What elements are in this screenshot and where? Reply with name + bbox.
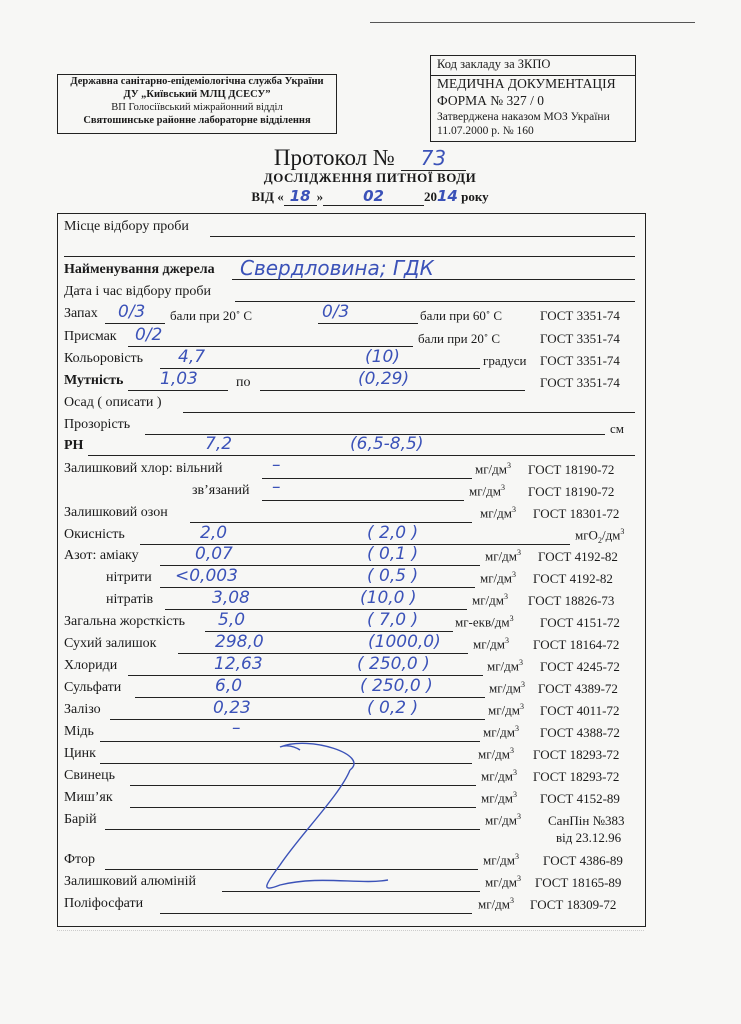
- oxidability-value: 2,0: [200, 523, 228, 543]
- taste-standard: ГОСТ 3351-74: [540, 331, 620, 346]
- sampling-datetime-label: Дата і час відбору проби: [64, 284, 211, 299]
- taste-label: Присмак: [64, 329, 117, 344]
- copper-standard: ГОСТ 4388-72: [540, 725, 620, 740]
- nitrogen-ammonia-label: Азот: аміаку: [64, 548, 139, 563]
- smell-unit-60: бали при 60˚ С: [420, 308, 503, 323]
- ammonia-standard: ГОСТ 4192-82: [538, 549, 618, 564]
- aluminium-standard: ГОСТ 18165-89: [535, 875, 622, 890]
- color-norm: (10): [365, 347, 400, 367]
- chlorides-norm: ( 250,0 ): [357, 654, 430, 674]
- date-day: 18: [284, 187, 317, 206]
- copper-value: –: [232, 718, 241, 738]
- iron-norm: ( 0,2 ): [367, 698, 419, 718]
- polyphosphates-unit: $мг/дм^3$: [478, 896, 515, 912]
- oxidability-label: Окисність: [64, 527, 125, 542]
- turbidity-standard: ГОСТ 3351-74: [540, 375, 620, 390]
- chlorine-free-standard: ГОСТ 18190-72: [528, 462, 615, 477]
- chlorides-value: 12,63: [214, 654, 263, 674]
- polyphosphates-standard: ГОСТ 18309-72: [530, 897, 617, 912]
- date-month: 02: [323, 187, 424, 206]
- nitrates-label: нітратів: [106, 592, 154, 607]
- nitrites-value: <0,003: [175, 566, 238, 586]
- smell-value-60: 0/3: [322, 302, 350, 322]
- chlorine-bound-unit: $мг/дм^3$: [469, 483, 506, 499]
- year-word: року: [461, 189, 489, 204]
- lead-label: Свинець: [64, 768, 116, 783]
- barium-standard: СанПін №383: [548, 813, 625, 828]
- arsenic-standard: ГОСТ 4152-89: [540, 791, 620, 806]
- approved-by: Затверджена наказом МОЗ України: [437, 111, 610, 123]
- aluminium-unit: $мг/дм^3$: [485, 874, 522, 890]
- lead-standard: ГОСТ 18293-72: [533, 769, 620, 784]
- bottom-dots: [57, 930, 644, 931]
- ph-norm: (6,5-8,5): [350, 434, 424, 454]
- smell-unit-20: бали при 20˚ С: [170, 308, 253, 323]
- chlorine-bound-label: зв’язаний: [192, 483, 250, 498]
- hardness-value: 5,0: [218, 610, 246, 630]
- ammonia-unit: $мг/дм^3$: [485, 548, 522, 564]
- nitrates-unit: $мг/дм^3$: [472, 592, 509, 608]
- ph-value: 7,2: [205, 434, 233, 454]
- nitrates-norm: (10,0 ): [360, 588, 417, 608]
- nitrites-label: нітрити: [106, 570, 152, 585]
- nitrites-unit: $мг/дм^3$: [480, 570, 517, 586]
- date-mid: »: [316, 189, 324, 204]
- ozone-unit: $мг/дм^3$: [480, 505, 517, 521]
- taste-unit: бали при 20˚ С: [418, 331, 501, 346]
- turbidity-norm: (0,29): [358, 369, 410, 389]
- smell-standard: ГОСТ 3351-74: [540, 308, 620, 323]
- fluorine-unit: $мг/дм^3$: [483, 852, 520, 868]
- date-prefix: ВІД «: [251, 189, 284, 204]
- zinc-label: Цинк: [64, 746, 96, 761]
- institution-line-1: Державна санітарно-епідеміологічна служба України: [70, 76, 324, 87]
- iron-standard: ГОСТ 4011-72: [540, 703, 620, 718]
- oxidability-unit: $мгО_2/дм^3$: [575, 527, 625, 545]
- fluorine-standard: ГОСТ 4386-89: [543, 853, 623, 868]
- institution-header: [57, 74, 337, 134]
- barium-unit: $мг/дм^3$: [485, 812, 522, 828]
- approved-date: 11.07.2000 р. № 160: [437, 125, 534, 137]
- form-number: ФОРМА № 327 / 0: [437, 93, 544, 108]
- sulfates-unit: $мг/дм^3$: [489, 680, 526, 696]
- zinc-standard: ГОСТ 18293-72: [533, 747, 620, 762]
- nitrates-standard: ГОСТ 18826-73: [528, 593, 615, 608]
- sulfates-norm: ( 250,0 ): [360, 676, 433, 696]
- sulfates-label: Сульфати: [64, 680, 122, 695]
- ph-label: РН: [64, 438, 84, 453]
- chlorides-unit: $мг/дм^3$: [487, 658, 524, 674]
- arsenic-unit: $мг/дм^3$: [481, 790, 518, 806]
- turbidity-label: Мутність: [64, 373, 124, 388]
- source-name-label: Найменування джерела: [64, 262, 215, 277]
- polyphosphates-label: Поліфосфати: [64, 896, 144, 911]
- chlorine-free-unit: $мг/дм^3$: [475, 461, 512, 477]
- nitrites-standard: ГОСТ 4192-82: [533, 571, 613, 586]
- source-name-value: Свердловина; ГДК: [240, 256, 434, 280]
- sulfates-standard: ГОСТ 4389-72: [538, 681, 618, 696]
- fluorine-label: Фтор: [64, 852, 95, 867]
- zinc-unit: $мг/дм^3$: [478, 746, 515, 762]
- chlorine-bound-value: –: [272, 477, 281, 497]
- dry-residue-label: Сухий залишок: [64, 636, 157, 651]
- sampling-place-label: Місце відбору проби: [64, 219, 189, 234]
- sediment-label: Осад ( описати ): [64, 395, 162, 410]
- transparency-unit: см: [610, 421, 624, 436]
- oxidability-norm: ( 2,0 ): [367, 523, 419, 543]
- nitrates-value: 3,08: [212, 588, 250, 608]
- dry-residue-unit: $мг/дм^3$: [473, 636, 510, 652]
- institution-line-2: ДУ „Київський МЛЦ ДСЕСУ”: [123, 89, 271, 100]
- hardness-unit: $мг-екв/дм^3$: [455, 614, 514, 630]
- color-value: 4,7: [178, 347, 206, 367]
- turbidity-value: 1,03: [160, 369, 198, 389]
- nitrites-norm: ( 0,5 ): [367, 566, 419, 586]
- top-rule: [370, 22, 695, 23]
- protocol-title: [180, 145, 560, 171]
- ammonia-value: 0,07: [195, 544, 233, 564]
- color-standard: ГОСТ 3351-74: [540, 353, 620, 368]
- color-label: Кольоровість: [64, 351, 144, 366]
- protocol-number: 73: [401, 146, 466, 171]
- aluminium-label: Залишковий алюміній: [64, 874, 197, 889]
- dry-residue-standard: ГОСТ 18164-72: [533, 637, 620, 652]
- color-unit: градуси: [483, 353, 527, 368]
- chlorine-free-label: Залишковий хлор: вільний: [64, 461, 223, 476]
- strike-scribble: [240, 735, 400, 900]
- ammonia-norm: ( 0,1 ): [367, 544, 419, 564]
- chlorides-standard: ГОСТ 4245-72: [540, 659, 620, 674]
- institution-line-4: Святошинське районне лабораторне відділення: [83, 115, 311, 126]
- iron-value: 0,23: [213, 698, 251, 718]
- chlorine-free-value: –: [272, 455, 281, 475]
- protocol-label: Протокол №: [273, 145, 395, 170]
- smell-label: Запах: [64, 306, 98, 321]
- dry-residue-norm: (1000,0): [368, 632, 441, 652]
- hardness-standard: ГОСТ 4151-72: [540, 615, 620, 630]
- ozone-standard: ГОСТ 18301-72: [533, 506, 620, 521]
- barium-label: Барій: [64, 812, 97, 827]
- turbidity-po: по: [236, 375, 251, 390]
- ozone-label: Залишковий озон: [64, 505, 168, 520]
- form-header: [430, 55, 636, 142]
- protocol-date: [180, 187, 560, 205]
- zkpo-code-label: Код закладу за ЗКПО: [437, 57, 551, 71]
- lead-unit: $мг/дм^3$: [481, 768, 518, 784]
- iron-label: Залізо: [64, 702, 101, 717]
- year-prefix: 20: [424, 189, 437, 204]
- taste-value: 0/2: [135, 325, 163, 345]
- protocol-subtitle: ДОСЛІДЖЕННЯ ПИТНОЇ ВОДИ: [263, 170, 477, 185]
- med-doc-label: МЕДИЧНА ДОКУМЕНТАЦІЯ: [437, 76, 616, 91]
- barium-standard-date: від 23.12.96: [556, 830, 622, 845]
- hardness-label: Загальна жорсткість: [64, 614, 185, 629]
- iron-unit: $мг/дм^3$: [488, 702, 525, 718]
- chlorides-label: Хлориди: [64, 658, 118, 673]
- chlorine-bound-standard: ГОСТ 18190-72: [528, 484, 615, 499]
- copper-label: Мідь: [64, 724, 94, 739]
- copper-unit: $мг/дм^3$: [483, 724, 520, 740]
- transparency-label: Прозорість: [64, 417, 131, 432]
- smell-value-20: 0/3: [118, 302, 146, 322]
- hardness-norm: ( 7,0 ): [367, 610, 419, 630]
- year-suffix: 14: [437, 187, 458, 205]
- arsenic-label: Миш’як: [64, 790, 113, 805]
- dry-residue-value: 298,0: [215, 632, 264, 652]
- sulfates-value: 6,0: [215, 676, 243, 696]
- institution-line-3: ВП Голосіївський міжрайонний відділ: [111, 102, 283, 113]
